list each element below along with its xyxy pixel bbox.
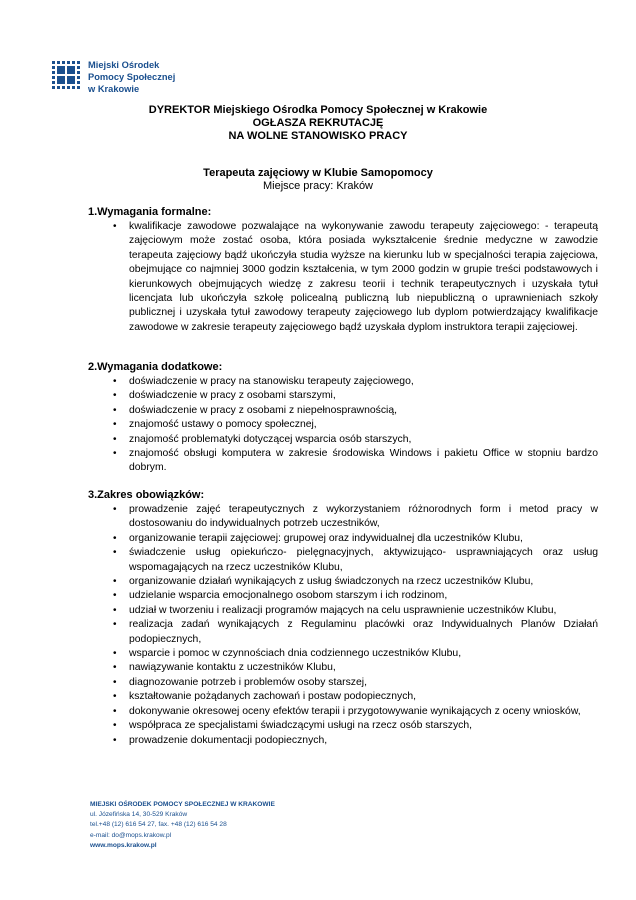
list-item: • udział w tworzeniu i realizacji programów mających na celu usprawnienie uczestników Klubu,	[88, 604, 598, 618]
formal-requirements-title: 1.Wymagania formalne:	[88, 206, 212, 218]
list-item: • prowadzenie zajęć terapeutycznych z wykorzystaniem różnorodnych form i metod pracy w dostosowaniu do indywidualnych potrzeb uczestników,	[88, 503, 598, 532]
formal-requirements-section	[88, 205, 598, 335]
footer-address: ul. Józefińska 14, 30-529 Kraków	[90, 811, 188, 819]
list-item: • udzielanie wsparcia emocjonalnego osobom starszym i ich rodzinom,	[88, 589, 598, 603]
list-item: • doświadczenie w pracy z osobami starszymi,	[88, 389, 598, 403]
list-item: • znajomość ustawy o pomocy społecznej,	[88, 418, 598, 432]
header-vacancy: NA WOLNE STANOWISKO PRACY	[228, 130, 408, 142]
list-item: • diagnozowanie potrzeb i problemów osoby starszej,	[88, 676, 598, 690]
duties-title: 3.Zakres obowiązków:	[88, 489, 205, 501]
duties-list	[88, 503, 598, 748]
logo-line-2: Pomocy Społecznej	[88, 72, 176, 82]
list-item: • świadczenie usług opiekuńczo- pielęgnacyjnych, aktywizująco- usprawniających oraz usług wspomagających na rzecz uczestników Klubu,	[88, 546, 598, 575]
list-item: • realizacja zadań wynikających z Regulaminu placówki oraz Indywidualnych Planów Działań podopiecznych,	[88, 618, 598, 647]
list-item: • organizowanie terapii zajęciowej: grupowej oraz indywidualnej dla uczestników Klubu,	[88, 532, 598, 546]
list-item: • kwalifikacje zawodowe pozwalające na wykonywanie zawodu terapeuty zajęciowego: - terapeutą zajęciowym może zostać osoba, która posiada wykształcenie średnie medyczne w zawodzie terapeuta zajęciowy bądź ukończyła studia wyższe na kierunku lub w specjalności terapia zajęciowa, obejmujące co najmniej 3000 godzin kształcenia, w tym 2000 godzin w grupie treści podstawowych i kierunkowych obejmujących wiedzę z zakresu teorii i technik terapeutycznych i uzyskała tytuł licencjata lub ukończyła szkołę policealną publiczną lub niepubliczną o uprawnieniach szkoły publicznej i uzyskała tytuł zawodowy terapeuty zajęciowego lub dyplom potwierdzający kwalifikacje zawodowe w zakresie terapeuty zajęciowego bądź uzyskała dyplom instruktora terapii zajęciowej.	[88, 220, 598, 335]
footer-website[interactable]: www.mops.krakow.pl	[90, 841, 157, 849]
work-place: Miejsce pracy: Kraków	[262, 180, 374, 192]
footer	[90, 800, 275, 851]
list-item: • dokonywanie okresowej oceny efektów terapii i przygotowywanie wynikających z oceny wniosków,	[88, 705, 598, 719]
footer-phone: tel.+48 (12) 616 54 27, fax. +48 (12) 616 54 28	[90, 821, 227, 829]
header-director: DYREKTOR Miejskiego Ośrodka Pomocy Społecznej w Krakowie	[148, 104, 488, 116]
header-recruitment: OGŁASZA REKRUTACJĘ	[252, 117, 384, 129]
footer-org: MIEJSKI OŚRODEK POMOCY SPOŁECZNEJ W KRAKOWIE	[90, 801, 275, 808]
footer-email[interactable]: e-mail: do@mops.krakow.pl	[90, 831, 172, 839]
list-item: • kształtowanie pożądanych zachowań i postaw podopiecznych,	[88, 690, 598, 704]
list-item: • nawiązywanie kontaktu z uczestników Klubu,	[88, 661, 598, 675]
list-item: • znajomość problematyki dotyczącej wsparcia osób starszych,	[88, 433, 598, 447]
logo-line-1: Miejski Ośrodek	[88, 60, 160, 70]
additional-requirements-list	[88, 375, 598, 476]
list-item: • doświadczenie w pracy na stanowisku terapeuty zajęciowego,	[88, 375, 598, 389]
additional-requirements-section	[88, 360, 598, 476]
list-item: • znajomość obsługi komputera w zakresie środowiska Windows i pakietu Office w stopniu bardzo dobrym.	[88, 447, 598, 476]
formal-requirements-list	[88, 220, 598, 335]
additional-requirements-title: 2.Wymagania dodatkowe:	[88, 361, 223, 373]
announcement-header	[0, 104, 636, 193]
mops-logo-icon	[52, 61, 80, 89]
logo-line-3: w Krakowie	[88, 84, 140, 94]
duties-section	[88, 488, 598, 748]
list-item: • prowadzenie dokumentacji podopiecznych,	[88, 734, 598, 748]
list-item: • współpraca ze specjalistami świadczącymi usługi na rzecz osób starszych,	[88, 719, 598, 733]
position-title: Terapeuta zajęciowy w Klubie Samopomocy	[203, 167, 433, 179]
list-item: • doświadczenie w pracy z osobami z niepełnosprawnością,	[88, 404, 598, 418]
list-item: • organizowanie działań wynikających z usług świadczonych na rzecz uczestników Klubu,	[88, 575, 598, 589]
logo	[52, 61, 175, 95]
list-item: • wsparcie i pomoc w czynnościach dnia codziennego uczestników Klubu,	[88, 647, 598, 661]
logo-text	[88, 59, 175, 95]
